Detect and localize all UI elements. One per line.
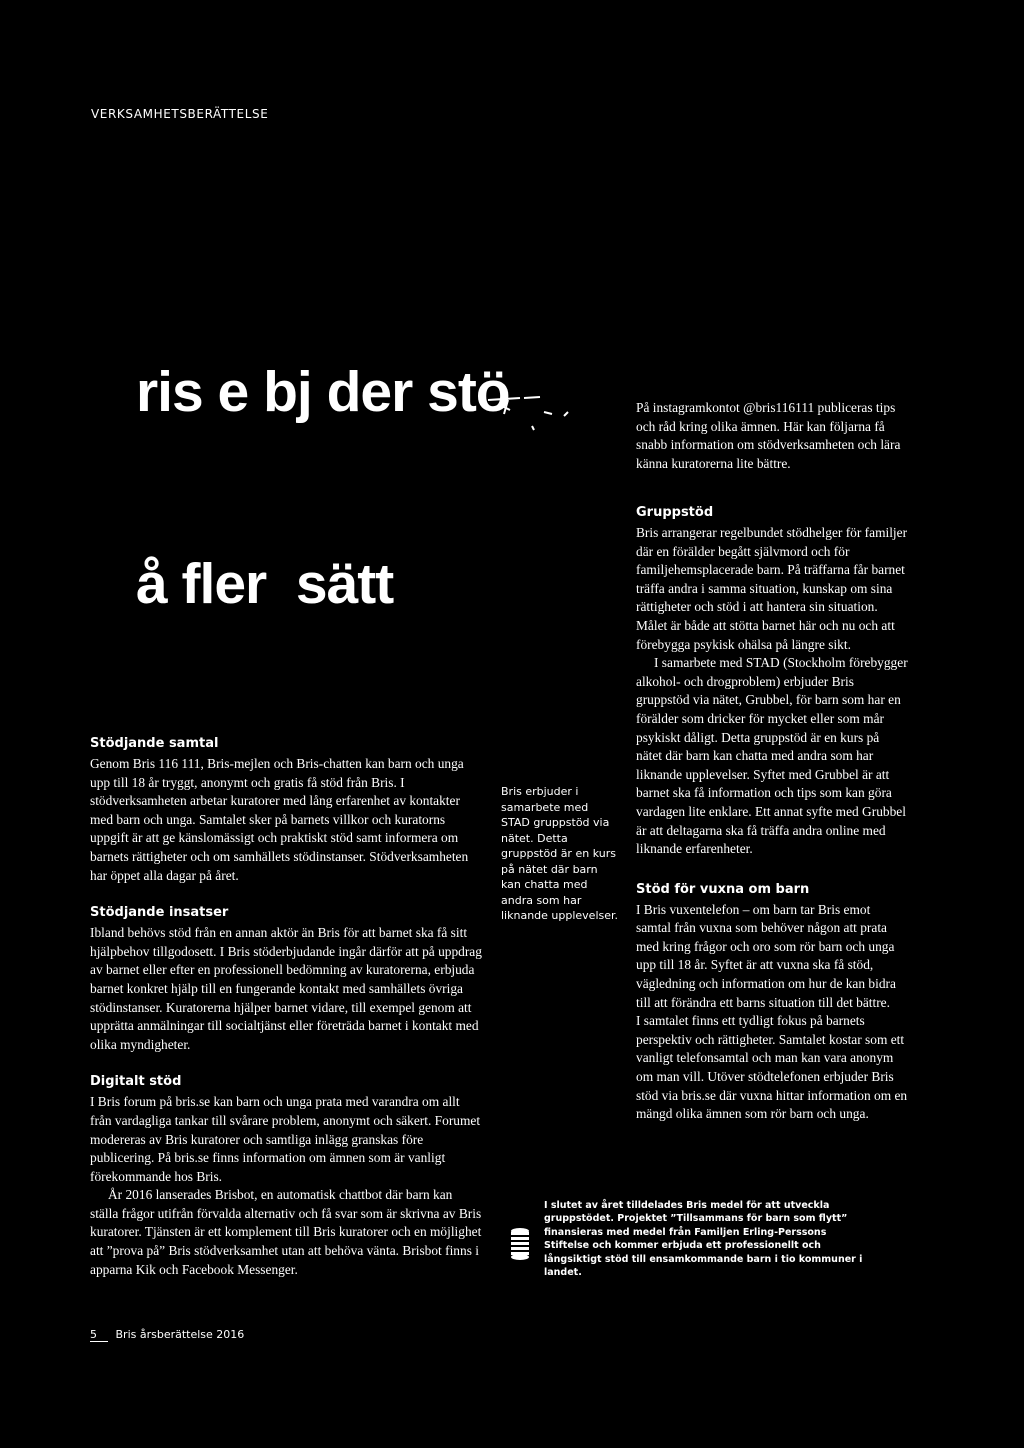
project-note: I slutet av året tilldelades Bris medel för att utveckla gruppstödet. Projektet ”Tillsammans för barn som flytt” finansieras med medel från Familjen Erling-Perssons Stiftelse och kommer erbjuda ett professionellt och långsiktigt stöd till ensamkommande barn i tio kommuner i landet. — [544, 1200, 863, 1279]
instagram-paragraph — [636, 399, 908, 473]
title-line-2: å fler sätt — [136, 552, 394, 616]
vuxna-p1: I Bris vuxentelefon – om barn tar Bris emot samtal från vuxna som behöver någon att prata med kring frågor och oro som rör barn och unga upp till 18 år. Syftet är att vuxna ska få stöd, vägledning och information om hur de kan bidra till att förändra ett barns situation till det bättre. — [636, 901, 896, 1010]
heading-digitalt-stod: Digitalt stöd — [90, 1074, 182, 1090]
heading-stodjande-insatser: Stödjande insatser — [90, 905, 229, 921]
heading-gruppstod: Gruppstöd — [636, 505, 714, 520]
digitalt-stod-p2: År 2016 lanserades Brisbot, en automatisk chattbot där barn kan ställa frågor utifrån förvalda alternativ och få svar som är skrivna av Bris kuratorer. Tjänsten är ett komplement till Bris kuratorer och en möjlighet att ”prova på” Bris stödverksamhet utan att behöva vänta. Brisbot finns i apparna Kik och Facebook Messenger. — [90, 1187, 482, 1277]
scan-artifact — [480, 392, 590, 442]
sidebar-callout: Bris erbjuder i samarbete med STAD gruppstöd via nätet. Detta gruppstöd är en kurs på nätet där barn kan chatta med andra som har liknande upplevelser. — [501, 785, 619, 922]
coin-stack-icon — [508, 1224, 532, 1264]
page-number: 5 — [90, 1328, 108, 1342]
section-gruppstod — [636, 504, 908, 1124]
page-title — [136, 232, 510, 680]
stodjande-samtal-p1: Genom Bris 116 111, Bris-mejlen och Bris-chatten kan barn och unga upp till 18 år tryggt, anonymt och gratis få stöd från Bris. I stödverksamheten arbetar kuratorer med lång erfarenhet av kontakter med barn och unga. Samtalet sker på barnets villkor och kuratorns uppgift är att ge känslomässigt och praktiskt stöd samt informera om barnets rättigheter och om samhällets stödinstanser. Stödverksamheten har öppet alla dagar på året. — [90, 756, 469, 883]
stodjande-insatser-p1: Ibland behövs stöd från en annan aktör än Bris för att barnet ska få sitt hjälpbehov tillgodosett. I Bris stöderbjudande ingår därför att på uppdrag av barnet eller efter en professionell bedömning av kuratorerna, erbjuda barnet konkret hjälp till en fungerande kontakt med samhällets övriga stödinstanser. Kuratorerna hjälper barnet vidare, till exempel genom att upprätta anmälningar till socialtjänst eller företräda barnet i kontakt med olika myndigheter. — [90, 925, 482, 1052]
publication-name: Bris årsberättelse 2016 — [115, 1328, 245, 1341]
digitalt-stod-p1: I Bris forum på bris.se kan barn och unga prata med varandra om allt från vardagliga tankar till svårare problem, anonymt och säkert. Forumet modereras av Bris kuratorer och samtliga inlägg granskas före publicering. På bris.se finns information om ämnen som är vanligt förekommande hos Bris. — [90, 1094, 481, 1184]
section-header: VERKSAMHETSBERÄTTELSE — [91, 107, 269, 121]
gruppstod-p2: I samarbete med STAD (Stockholm förebygger alkohol- och drogproblem) erbjuder Bris gruppstöd via nätet, Grubbel, för barn som har en förälder som dricker för mycket eller som mår psykiskt dåligt. Detta gruppstöd är en kurs på nätet där barn kan chatta med andra som har liknande upplevelser. Syftet med Grubbel är att barnet ska få information och tips som kan göra vardagen lite enklare. Ett annat syfte med Grubbel är att deltagarna ska få träffa andra online med liknande erfarenheter. — [636, 655, 908, 857]
heading-vuxna: Stöd för vuxna om barn — [636, 881, 810, 897]
gruppstod-p1: Bris arrangerar regelbundet stödhelger för familjer där en förälder begått självmord och för familjehemsplacerade barn. På träffarna får barnet träffa andra i samma situation, kunskap om sina rättigheter och stöd i att hantera sin situation. Målet är både att stötta barnet här och nu och att förebygga psykisk ohälsa på längre sikt. — [636, 525, 908, 652]
instagram-text: På instagramkontot @bris116111 publiceras tips och råd kring olika ämnen. Här kan följarna få snabb information om stödverksamheten och lära känna kuratorerna lite bättre. — [636, 400, 901, 471]
left-column — [90, 735, 482, 1279]
page-footer — [90, 1328, 244, 1342]
title-line-1: ris e bj der stö — [136, 360, 510, 424]
heading-stodjande-samtal: Stödjande samtal — [90, 736, 219, 751]
vuxna-p2: I samtalet finns ett tydligt fokus på barnets perspektiv och rättigheter. Samtalet kostar som ett vanligt telefonsamtal och man kan vara anonym om man vill. Utöver stödtelefonen erbjuder Bris stöd via bris.se där vuxna hittar information om en mängd olika ämnen som rör barn och unga. — [636, 1013, 908, 1122]
